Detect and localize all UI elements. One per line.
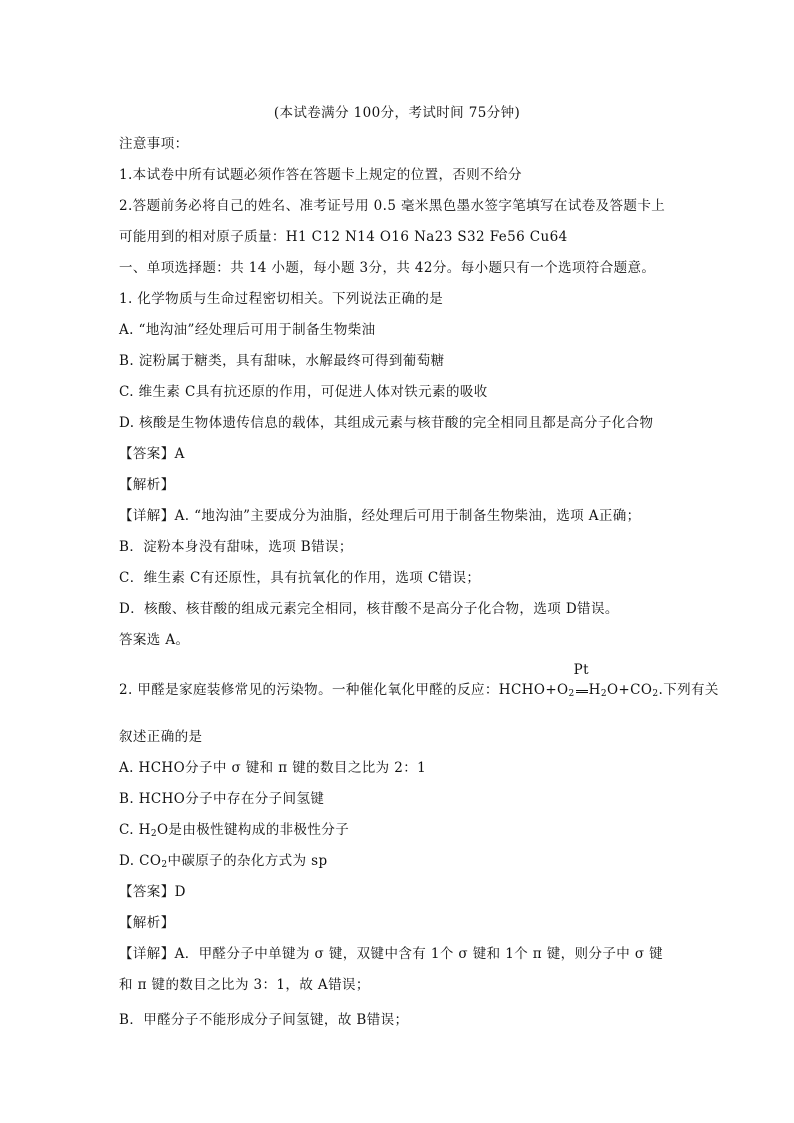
exam-info: (本试卷满分 100分，考试时间 75分钟) [273, 105, 521, 121]
notice-item-1: 1.本试卷中所有试题必须作答在答题卡上规定的位置，否则不给分 [119, 167, 522, 183]
q2-stem-suffix: .下列有关 [658, 682, 719, 698]
q2-stem-line-2: 叙述正确的是 [119, 729, 203, 745]
q1-detail-b: B．淀粉本身没有甜味，选项 B错误； [119, 539, 353, 555]
q1-option-c: C. 维生素 C具有抗还原的作用，可促进人体对铁元素的吸收 [119, 384, 488, 400]
q1-option-d: D. 核酸是生物体遗传信息的载体，其组成元素与核苷酸的完全相同且都是高分子化合物 [119, 415, 654, 431]
q1-option-b: B. 淀粉属于糖类，具有甜味，水解最终可得到葡萄糖 [119, 353, 445, 369]
q2-analysis-label: 【解析】 [119, 915, 175, 931]
q1-detail-d: D．核酸、核苷酸的组成元素完全相同，核苷酸不是高分子化合物，选项 D错误。 [119, 601, 619, 617]
o2-subscript: 2 [568, 689, 575, 699]
reaction-arrow-with-catalyst [573, 662, 589, 699]
h2o-subscript: 2 [600, 689, 607, 699]
atomic-masses: 可能用到的相对原子质量：H1 C12 N14 O16 Na23 S32 Fe56 Cu64 [119, 229, 568, 245]
q1-conclusion: 答案选 A。 [119, 632, 190, 648]
co2-subscript: 2 [652, 689, 659, 699]
q2-stem [119, 662, 719, 703]
q2-option-d: D. $CO_2$中碳原子的杂化方式为 sp [119, 853, 328, 870]
notice-item-2: 2.答题前务必将自己的姓名、准考证号用 0.5 毫米黑色墨水签字笔填写在试卷及答题卡上 [119, 198, 666, 214]
q1-detail-a: 【详解】A. “地沟油”主要成分为油脂，经处理后可用于制备生物柴油，选项 A正确； [119, 508, 641, 524]
q1-detail-c: C．维生素 C有还原性，具有抗氧化的作用，选项 C错误； [119, 570, 481, 586]
product-h: H [588, 682, 601, 698]
q1-stem: 1. 化学物质与生命过程密切相关。下列说法正确的是 [119, 291, 444, 307]
q2-option-b: B. HCHO分子中存在分子间氢键 [119, 791, 325, 807]
q2-option-a: A. HCHO分子中 σ 键和 π 键的数目之比为 2：1 [119, 760, 427, 776]
q2-detail-a-cont: 和 π 键的数目之比为 3：1，故 A错误； [119, 977, 370, 993]
product-o-co: O+CO [606, 682, 653, 698]
q1-answer: 【答案】A [119, 446, 185, 462]
catalyst-label: Pt [573, 662, 589, 678]
q2-detail-b: B．甲醛分子不能形成分子间氢键，故 B错误； [119, 1012, 409, 1028]
notice-title: 注意事项： [119, 136, 189, 152]
q2-detail-a: 【详解】A．甲醛分子中单键为 σ 键，双键中含有 1个 σ 键和 1个 π 键，则分子中 σ 键 [119, 946, 664, 962]
q1-analysis-label: 【解析】 [119, 477, 175, 493]
q2-answer: 【答案】D [119, 884, 186, 900]
q1-option-a: A. “地沟油”经处理后可用于制备生物柴油 [119, 322, 376, 338]
q2-stem-prefix: 2. 甲醛是家庭装修常见的污染物。一种催化氧化甲醛的反应：HCHO+O [119, 682, 569, 698]
section-title: 一、单项选择题：共 14 小题，每小题 3分，共 42分。每小题只有一个选项符合题意。 [119, 260, 656, 276]
q2-option-c: C. $H_2O$是由极性键构成的非极性分子 [119, 822, 350, 839]
